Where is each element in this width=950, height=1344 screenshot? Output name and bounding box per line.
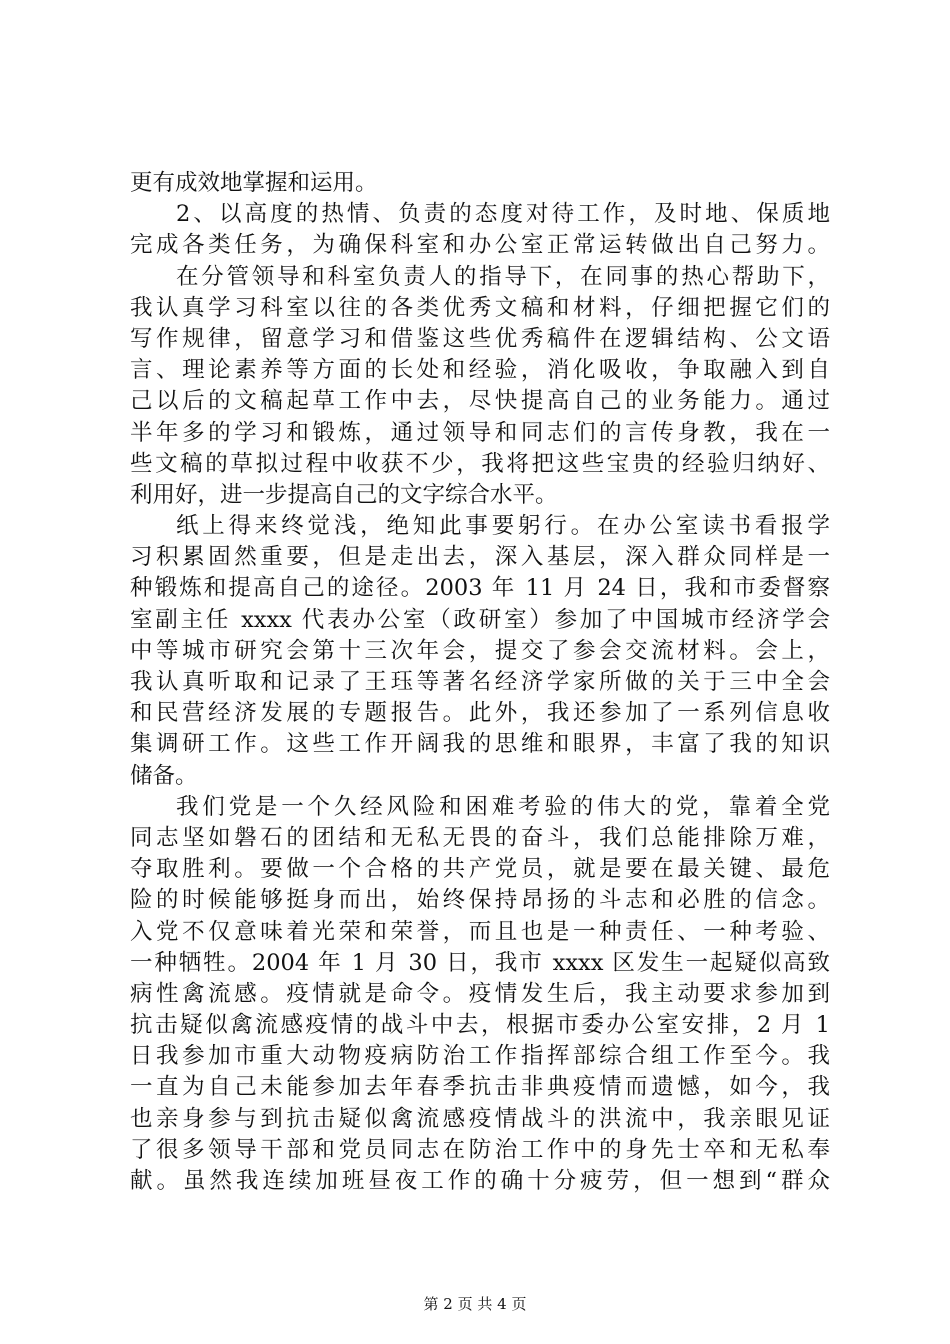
text-line: 我们党是一个久经风险和困难考验的伟大的党，靠着全党 <box>176 793 830 820</box>
text-line: 储备。 <box>130 762 198 789</box>
text-line: 室副主任 xxxx 代表办公室（政研室）参加了中国城市经济学会 <box>130 606 830 633</box>
text-line: 完成各类任务，为确保科室和办公室正常运转做出自己努力。 <box>130 232 830 259</box>
text-line: 在分管领导和科室负责人的指导下，在同事的热心帮助下， <box>176 263 830 290</box>
text-line: 和民营经济发展的专题报告。此外，我还参加了一系列信息收 <box>130 700 830 727</box>
text-line: 夺取胜利。要做一个合格的共产党员，就是要在最关键、最危 <box>130 856 830 883</box>
text-line: 纸上得来终觉浅，绝知此事要躬行。在办公室读书看报学 <box>176 513 830 540</box>
text-line: 写作规律，留意学习和借鉴这些优秀稿件在逻辑结构、公文语 <box>130 325 830 352</box>
text-line: 我认真听取和记录了王珏等著名经济学家所做的关于三中全会 <box>130 669 830 695</box>
text-line: 入党不仅意味着光荣和荣誉，而且也是一种责任、一种考验、 <box>130 918 830 945</box>
text-line: 利用好，进一步提高自己的文字综合水平。 <box>130 481 558 508</box>
text-line: 也亲身参与到抗击疑似禽流感疫情战斗的洪流中，我亲眼见证 <box>130 1105 830 1132</box>
text-line: 习积累固然重要，但是走出去，深入基层，深入群众同样是一 <box>130 544 830 571</box>
text-line: 更有成效地掌握和运用。 <box>130 170 378 196</box>
text-line: 中等城市研究会第十三次年会，提交了参会交流材料。会上， <box>130 637 830 664</box>
text-line: 病性禽流感。疫情就是命令。疫情发生后，我主动要求参加到 <box>130 980 830 1007</box>
text-line: 半年多的学习和锻炼，通过领导和同志们的言传身教，我在一 <box>130 419 830 446</box>
text-line: 言、理论素养等方面的长处和经验，消化吸收，争取融入到自 <box>130 357 830 384</box>
text-line: 些文稿的草拟过程中收获不少，我将把这些宝贵的经验归纳好、 <box>130 450 830 477</box>
text-line: 献。虽然我连续加班昼夜工作的确十分疲劳，但一想到“群众 <box>130 1168 830 1194</box>
text-line: 种锻炼和提高自己的途径。2003 年 11 月 24 日，我和市委督察 <box>130 575 830 602</box>
page-footer: 第 2 页 共 4 页 <box>423 1295 527 1313</box>
text-line: 一直为自己未能参加去年春季抗击非典疫情而遗憾，如今，我 <box>130 1074 830 1101</box>
text-line: 日我参加市重大动物疫病防治工作指挥部综合组工作至今。我 <box>130 1043 830 1070</box>
text-line: 抗击疑似禽流感疫情的战斗中去，根据市委办公室安排，2 月 1 <box>130 1012 830 1039</box>
text-line: 己以后的文稿起草工作中去，尽快提高自己的业务能力。通过 <box>130 388 830 415</box>
text-line: 集调研工作。这些工作开阔我的思维和眼界，丰富了我的知识 <box>130 731 830 758</box>
text-line: 了很多领导干部和党员同志在防治工作中的身先士卒和无私奉 <box>130 1136 830 1163</box>
text-line: 一种牺牲。2004 年 1 月 30 日，我市 xxxx 区发生一起疑似高致 <box>130 949 830 976</box>
text-line: 同志坚如磐石的团结和无私无畏的奋斗，我们总能排除万难， <box>130 824 830 851</box>
text-line: 我认真学习科室以往的各类优秀文稿和材料，仔细把握它们的 <box>130 294 830 321</box>
text-line: 2、以高度的热情、负责的态度对待工作，及时地、保质地 <box>176 201 830 228</box>
document-body <box>130 168 830 1197</box>
text-line: 险的时候能够挺身而出，始终保持昂扬的斗志和必胜的信念。 <box>130 887 830 914</box>
